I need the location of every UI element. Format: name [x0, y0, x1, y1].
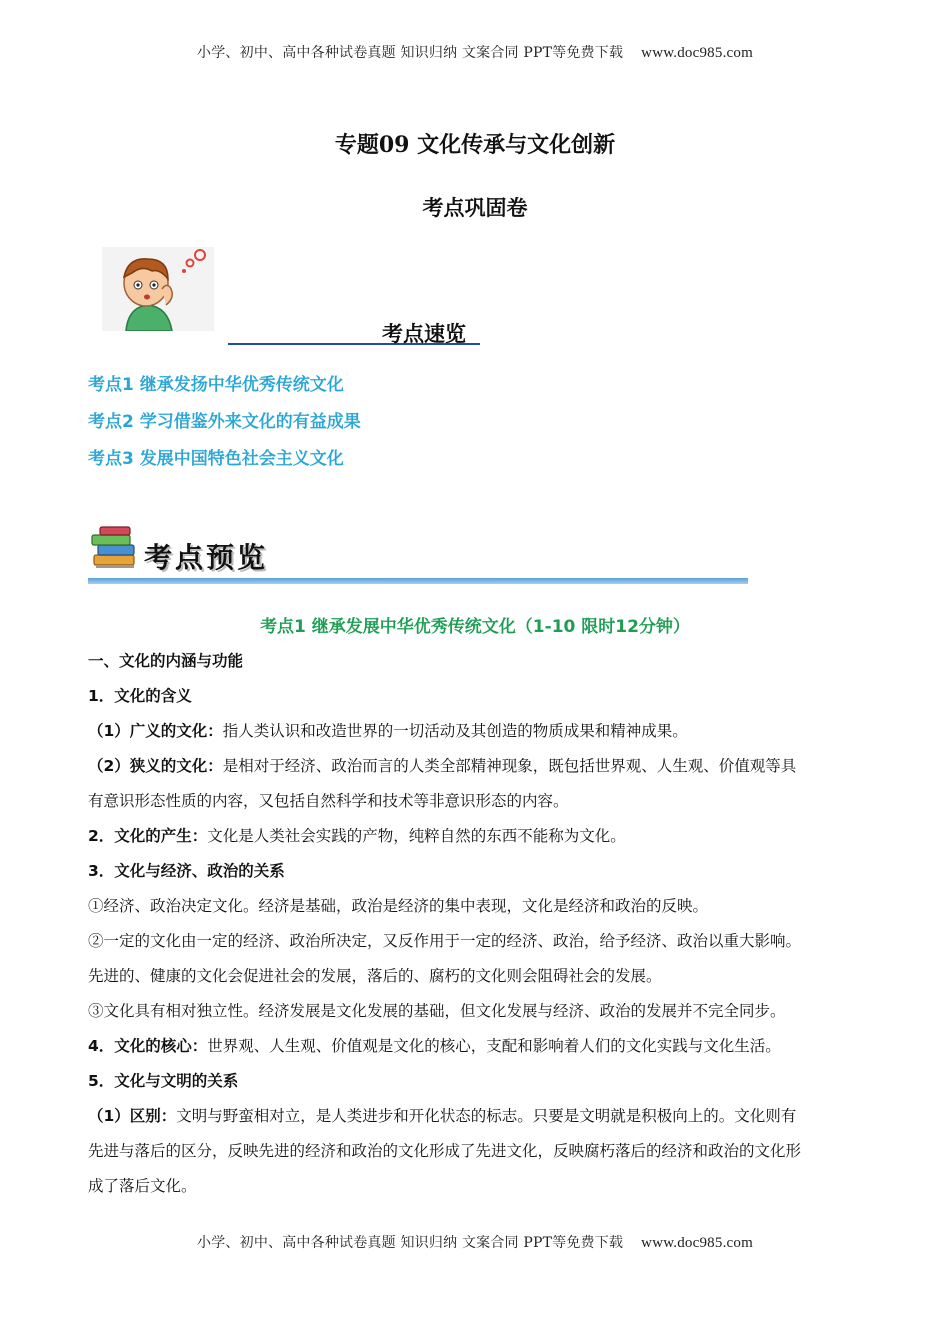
- overview-item-3[interactable]: 考点3 发展中国特色社会主义文化: [88, 449, 344, 469]
- header-text: 小学、初中、高中各种试卷真题 知识归纳 文案合同 PPT等免费下载: [197, 45, 624, 61]
- body-line: [88, 860, 860, 895]
- thinking-boy-icon: [102, 247, 214, 331]
- body-line: [88, 755, 860, 790]
- body-line: [88, 685, 860, 720]
- line-bold: 3．文化与经济、政治的关系: [88, 862, 285, 880]
- line-text: 先进的、健康的文化会促进社会的发展，落后的、腐朽的文化则会阻碍社会的发展。: [88, 967, 662, 985]
- line-text: 世界观、人生观、价值观是文化的核心，支配和影响着人们的文化实践与文化生活。: [207, 1037, 781, 1055]
- section-heading: 考点1 继承发展中华优秀传统文化（1-10 限时12分钟）: [260, 617, 690, 637]
- line-text: 先进与落后的区分，反映先进的经济和政治的文化形成了先进文化，反映腐朽落后的经济和政治的文化形: [88, 1142, 802, 1160]
- footer-text: 小学、初中、高中各种试卷真题 知识归纳 文案合同 PPT等免费下载: [197, 1235, 624, 1251]
- line-bold: （2）狭义的文化：: [88, 757, 223, 775]
- line-text: 有意识形态性质的内容，又包括自然科学和技术等非意识形态的内容。: [88, 792, 569, 810]
- body-line: [88, 930, 860, 965]
- body-line: [88, 790, 860, 825]
- line-text: ①经济、政治决定文化。经济是基础，政治是经济的集中表现，文化是经济和政治的反映。: [88, 897, 709, 915]
- line-text: 文化是人类社会实践的产物，纯粹自然的东西不能称为文化。: [207, 827, 626, 845]
- line-bold: 4．文化的核心：: [88, 1037, 208, 1055]
- footer-site-link[interactable]: www.doc985.com: [641, 1235, 753, 1251]
- body-line: [88, 965, 860, 1000]
- document-subtitle: 考点巩固卷: [422, 195, 528, 220]
- line-text: 是相对于经济、政治而言的人类全部精神现象，既包括世界观、人生观、价值观等具: [222, 757, 797, 775]
- line-text: 文明与野蛮相对立，是人类进步和开化状态的标志。只要是文明就是积极向上的。文化则有: [176, 1107, 797, 1125]
- body-line: [88, 1000, 860, 1035]
- line-bold: 5．文化与文明的关系: [88, 1072, 239, 1090]
- overview-heading: 考点速览: [382, 322, 466, 346]
- section-body: [88, 650, 860, 1210]
- line-bold: （1）广义的文化：: [88, 722, 223, 740]
- overview-list: [88, 374, 361, 485]
- body-line: [88, 1035, 860, 1070]
- page-header: [0, 42, 950, 62]
- line-text: 成了落后文化。: [88, 1177, 197, 1195]
- line-bold: （1）区别：: [88, 1107, 177, 1125]
- line-text: ②一定的文化由一定的经济、政治所决定，又反作用于一定的经济、政治，给予经济、政治以重大影响。: [88, 932, 802, 950]
- books-icon: [90, 525, 138, 571]
- preview-divider: [88, 578, 748, 584]
- overview-item-2[interactable]: 考点2 学习借鉴外来文化的有益成果: [88, 412, 361, 432]
- line-bold: 一、文化的内涵与功能: [88, 652, 244, 670]
- header-site-link[interactable]: www.doc985.com: [641, 45, 753, 61]
- line-bold: 1．文化的含义: [88, 687, 192, 705]
- body-line: [88, 1140, 860, 1175]
- body-line: [88, 720, 860, 755]
- body-line: [88, 895, 860, 930]
- body-line: [88, 1105, 860, 1140]
- page-footer: [0, 1232, 950, 1252]
- line-text: ③文化具有相对独立性。经济发展是文化发展的基础，但文化发展与经济、政治的发展并不完全同步。: [88, 1002, 786, 1020]
- body-line: [88, 1070, 860, 1105]
- body-line: [88, 825, 860, 860]
- line-text: 指人类认识和改造世界的一切活动及其创造的物质成果和精神成果。: [222, 722, 688, 740]
- preview-heading: 考点预览: [144, 541, 269, 574]
- line-bold: 2．文化的产生：: [88, 827, 208, 845]
- body-line: [88, 650, 860, 685]
- body-line: [88, 1175, 860, 1210]
- document-title: 专题09 文化传承与文化创新: [334, 132, 616, 158]
- overview-item-1[interactable]: 考点1 继承发扬中华优秀传统文化: [88, 375, 344, 395]
